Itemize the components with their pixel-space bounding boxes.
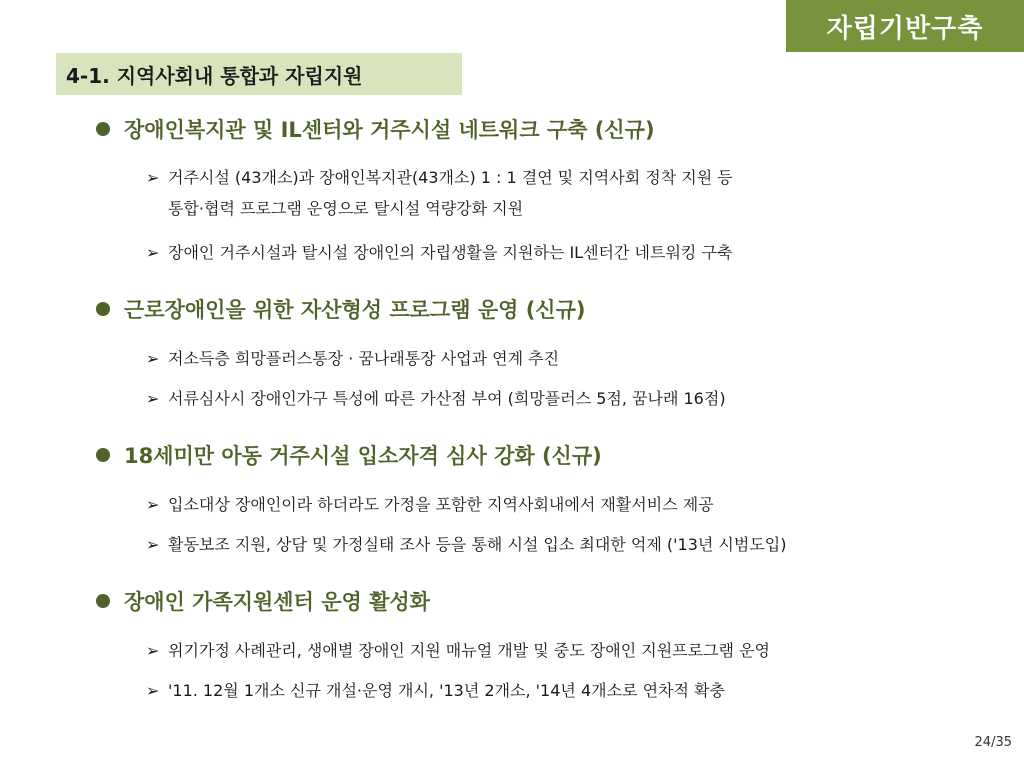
sub-item [146, 386, 726, 409]
sub-item-text: 입소대상 장애인이라 하더라도 가정을 포함한 지역사회내에서 재활서비스 제공 [168, 495, 714, 514]
sub-item-text: 거주시설 (43개소)과 장애인복지관(43개소) 1 : 1 결연 및 지역사회 정착 지원 등 [168, 168, 733, 187]
sub-item-text: '11. 12월 1개소 신규 개설·운영 개시, '13년 2개소, '14년 4개소로 연차적 확충 [168, 681, 725, 700]
section-badge: 자립기반구축 [786, 0, 1024, 52]
sub-item-text: 저소득층 희망플러스통장 · 꿈나래통장 사업과 연계 추진 [168, 349, 560, 368]
sub-item [146, 346, 559, 369]
bullet-title: 18세미만 아동 거주시설 입소자격 심사 강화 (신규) [124, 444, 602, 468]
bullet-dot-icon [96, 594, 110, 608]
arrow-bullet-icon: ➢ [146, 243, 160, 262]
bullet-title: 근로장애인을 위한 자산형성 프로그램 운영 (신규) [124, 298, 586, 322]
sub-item [146, 492, 714, 515]
bullet-4 [96, 584, 430, 618]
bullet-title: 장애인 가족지원센터 운영 활성화 [124, 590, 430, 614]
sub-item [146, 532, 787, 555]
bullet-3 [96, 438, 602, 472]
sub-item [146, 678, 725, 701]
arrow-bullet-icon: ➢ [146, 535, 160, 554]
sub-item [146, 240, 732, 263]
bullet-dot-icon [96, 302, 110, 316]
bullet-dot-icon [96, 122, 110, 136]
arrow-bullet-icon: ➢ [146, 168, 160, 187]
bullet-dot-icon [96, 448, 110, 462]
sub-item [146, 165, 733, 219]
arrow-bullet-icon: ➢ [146, 681, 160, 700]
sub-item [146, 638, 770, 661]
section-title: 4-1. 지역사회내 통합과 자립지원 [56, 53, 462, 95]
sub-item-continuation: 통합·협력 프로그램 운영으로 탈시설 역량강화 지원 [168, 199, 524, 218]
arrow-bullet-icon: ➢ [146, 349, 160, 368]
page-number: 24/35 [974, 735, 1012, 750]
arrow-bullet-icon: ➢ [146, 495, 160, 514]
sub-item-text: 장애인 거주시설과 탈시설 장애인의 자립생활을 지원하는 IL센터간 네트워킹 구축 [168, 243, 733, 262]
bullet-1 [96, 112, 655, 146]
sub-item-text: 활동보조 지원, 상담 및 가정실태 조사 등을 통해 시설 입소 최대한 억제 ('13년 시범도입) [168, 535, 787, 554]
arrow-bullet-icon: ➢ [146, 389, 160, 408]
bullet-title: 장애인복지관 및 IL센터와 거주시설 네트워크 구축 (신규) [124, 118, 655, 142]
arrow-bullet-icon: ➢ [146, 641, 160, 660]
sub-item-text: 위기가정 사례관리, 생애별 장애인 지원 매뉴얼 개발 및 중도 장애인 지원프로그램 운영 [168, 641, 770, 660]
bullet-2 [96, 292, 585, 326]
sub-item-text: 서류심사시 장애인가구 특성에 따른 가산점 부여 (희망플러스 5점, 꿈나래 16점) [168, 389, 726, 408]
